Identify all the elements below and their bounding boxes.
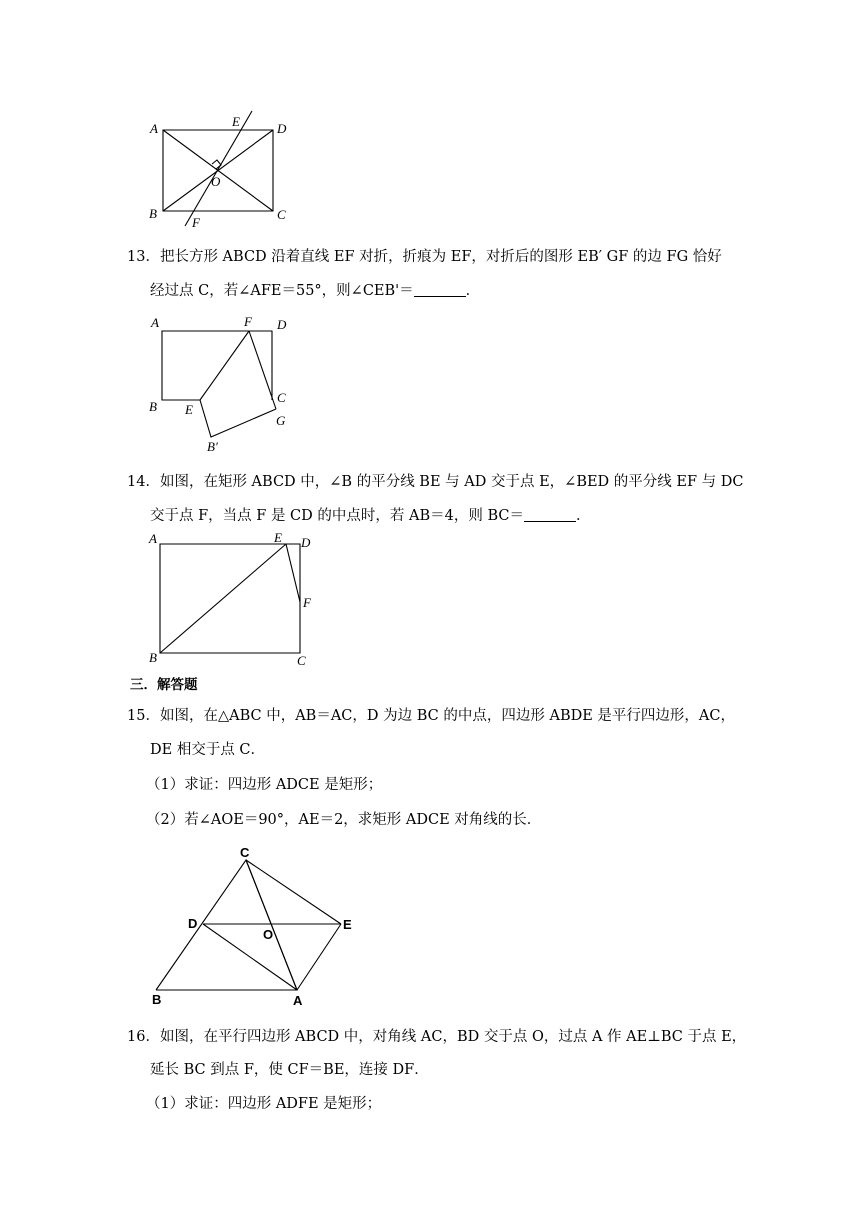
- q15-line2: DE 相交于点 C．: [150, 742, 266, 758]
- rectangle-outline: [162, 331, 272, 400]
- label-c: C: [277, 207, 286, 222]
- label-a: A: [151, 315, 159, 330]
- figure-q14: [140, 528, 325, 673]
- figure-q12: [140, 105, 310, 230]
- q13-number: 13．: [127, 249, 160, 265]
- label-c: C: [240, 845, 250, 860]
- q14-end: ．: [575, 508, 591, 524]
- label-b: B: [149, 206, 157, 221]
- label-e: E: [232, 114, 240, 129]
- q13-line2: [150, 281, 480, 301]
- segment-ca: [246, 860, 297, 990]
- label-a: A: [150, 121, 158, 136]
- q13-end: ．: [465, 283, 481, 299]
- segment-ce: [246, 860, 341, 924]
- q16-part1: （1）求证：四边形 ADFE 是矩形；: [146, 1096, 382, 1112]
- section-heading: 三．解答题: [130, 677, 198, 693]
- q16-line1: [127, 1027, 746, 1047]
- q15-text-line1: 如图，在△ABC 中，AB＝AC，D 为边 BC 的中点，四边形 ABDE 是平行四边形，AC，: [159, 708, 735, 724]
- label-o: O: [211, 174, 221, 189]
- figure-q13: [140, 310, 310, 460]
- q14-answer-blank: [524, 507, 576, 522]
- q15-number: 15．: [127, 708, 160, 724]
- q14-line2: [150, 506, 590, 526]
- label-a: A: [293, 993, 303, 1008]
- q14-line1: [127, 472, 743, 492]
- segment-ea: [297, 924, 341, 990]
- q14-number: 14．: [127, 474, 160, 490]
- label-d: D: [188, 916, 198, 931]
- label-e: E: [185, 402, 193, 417]
- label-g: G: [276, 413, 286, 428]
- q14-text-line2: 交于点 F，当点 F 是 CD 的中点时，若 AB＝4，则 BC＝: [150, 508, 524, 524]
- q15-part1: （1）求证：四边形 ADCE 是矩形；: [146, 777, 383, 793]
- q13-text-line1: 把长方形 ABCD 沿着直线 EF 对折，折痕为 EF，对折后的图形 EB′ GF 的边 FG 恰好: [159, 249, 722, 265]
- fold-line-ef: [200, 331, 249, 400]
- label-c: C: [277, 390, 286, 405]
- label-b: B: [149, 650, 157, 665]
- q14-text-line1: 如图，在矩形 ABCD 中，∠B 的平分线 BE 与 AD 交于点 E，∠BED 的平分线 EF 与 DC: [159, 474, 744, 490]
- label-a: A: [149, 531, 157, 546]
- label-d: D: [301, 535, 311, 550]
- q13-answer-blank: [414, 282, 466, 297]
- rectangle-abcd: [160, 544, 300, 653]
- q13-text-line2: 经过点 C，若∠AFE＝55°，则∠CEB'＝: [150, 283, 414, 299]
- label-f: F: [244, 314, 252, 329]
- segment-da: [203, 924, 297, 990]
- label-d: D: [277, 317, 287, 332]
- segment-ef: [286, 544, 300, 602]
- q16-line2: 延长 BC 到点 F，使 CF＝BE，连接 DF．: [150, 1062, 429, 1078]
- segment-be: [160, 544, 286, 653]
- label-e: E: [274, 530, 282, 545]
- folded-part: [200, 400, 276, 437]
- label-f: F: [303, 595, 311, 610]
- q15-part2: （2）若∠AOE＝90°，AE＝2，求矩形 ADCE 对角线的长．: [146, 812, 542, 828]
- label-b: B: [149, 399, 157, 414]
- q15-line1: [127, 706, 735, 726]
- line-ef: [185, 111, 252, 226]
- label-d: D: [277, 121, 287, 136]
- q16-text-line1: 如图，在平行四边形 ABCD 中，对角线 AC，BD 交于点 O，过点 A 作 AE⊥BC 于点 E，: [159, 1029, 747, 1045]
- figure-q15: [140, 842, 380, 1014]
- label-e: E: [343, 917, 352, 932]
- label-f: F: [192, 215, 200, 230]
- label-c: C: [297, 653, 306, 668]
- label-o: O: [263, 927, 274, 942]
- label-b-prime: B′: [207, 439, 218, 454]
- label-b: B: [152, 992, 162, 1007]
- q16-number: 16．: [127, 1029, 160, 1045]
- q13-line1: [127, 247, 722, 267]
